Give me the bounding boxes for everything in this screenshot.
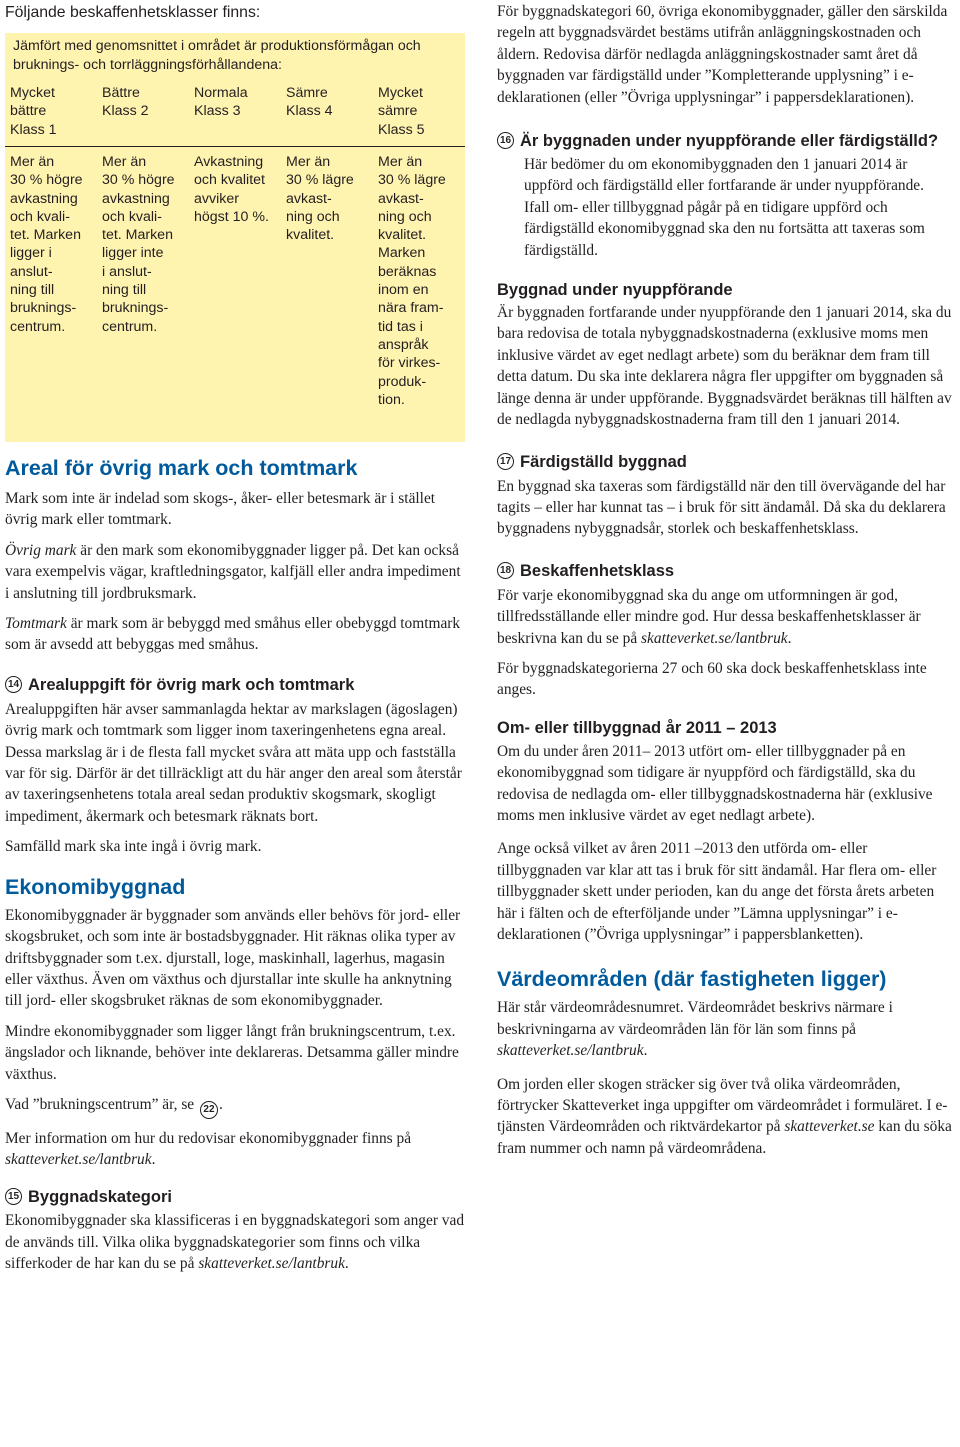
- class-table-body-row: [5, 147, 465, 409]
- class-table-heading: Jämfört med genomsnittet i området är produktionsförmågan och bruknings- och torrläggningsförhållandena:: [13, 38, 421, 73]
- tomtmark-term: Tomtmark: [5, 615, 67, 633]
- areal-heading: Areal för övrig mark och tomtmark: [5, 456, 358, 480]
- section-14-paragraph-1: Arealuppgiften här avser sammanlagda hektar av markslagen (ägoslagen) övrig mark och tomtmark som ligger inom taxeringenhetens egna areal. Dessa markslag är i de flesta fall mycket svåra att mäta upp och fastställa var för sig. Därför är det tillräckligt att du här anger den areal som återstår av taxeringsenhetens totala areal sedan produktiv skogsmark, skogligt impediment, åkermark och betesmark räknats bort.: [5, 700, 462, 825]
- circled-number-15-icon: 15: [5, 1188, 22, 1205]
- ekonomibyggnad-paragraph-3: Vad ”brukningscentrum” är, se 22 .: [5, 1094, 465, 1119]
- areal-paragraph-3: Tomtmark är mark som är bebyggd med småhus eller obebyggd tomtmark som är avsedd att bebyggas med småhus.: [5, 615, 461, 654]
- ekonomibyggnad-paragraph-1: Ekonomibyggnader är byggnader som används eller behövs för jord- eller skogsbruket, och som inte är bostadsbyggnader. Hit räknas olika typer av driftsbyggnader som t.ex. djurstall, loge, maskinhall, lagerhus, magasin eller växthus. Även om växthus och djurstallar inte skulle ha anknytning till jord- eller skogsbruket räknas de som ekonomibyggnader.: [5, 906, 461, 1010]
- section-17-heading: [497, 451, 953, 473]
- class-3-header: Normala Klass 3: [194, 85, 248, 120]
- byggnadskategori-60-intro: För byggnadskategori 60, övriga ekonomibyggnader, gäller den särskilda regeln att byggnadsvärdet bestäms utifrån anläggningskostnaden och åldern. Redovisa därför nedlagda anläggningskostnader samt året då byggnaden var färdigställd under ”Kompletterande upplysning” i e-deklarationen (eller ”Övriga upplysningar” i pappersdeklarationen).: [497, 3, 948, 106]
- class-1-header: Mycket bättre Klass 1: [10, 85, 57, 138]
- class-table-header-row: [5, 84, 465, 147]
- class-5-description: Mer än 30 % lägre avkast- ning och kvalitet. Marken beräknas inom en nära fram- tid tas i anspråk för virkes- produk- tion.: [378, 154, 446, 408]
- classes-intro: Följande beskaffenhetsklasser finns:: [5, 4, 261, 21]
- section-16-heading: [497, 130, 953, 152]
- skatteverket-lantbruk-link[interactable]: skatteverket.se/lantbruk: [198, 1255, 345, 1273]
- vardeomraden-heading: Värdeområden (där fastigheten ligger): [497, 967, 887, 992]
- om-tillbyggnad-paragraph-1: Om du under åren 2011– 2013 utfört om- eller tillbyggnader på en ekonomibyggnad som tidigare är nyuppförd och färdigställd, ska du redovisa de nedlagda om- eller tillbyggnadskostnaderna här (exklusive moms men inklusive värdet av eget nedlagt arbete).: [497, 742, 933, 824]
- nyuppforande-heading: Byggnad under nyuppförande: [497, 281, 733, 300]
- section-15-title: Byggnadskategori: [28, 1188, 172, 1207]
- section-16-paragraph-1: Här bedömer du om ekonomibyggnaden den 1 januari 2014 är uppförd och färdigställd eller fortfarande är under nyuppförande. Ifall om- eller tillbyggnad pågår på en tidigare uppförd och färdigställd ekonomibyggnad ska den nu fortsätta att taxeras som färdigställd.: [524, 156, 925, 259]
- class-4-header: Sämre Klass 4: [286, 85, 333, 120]
- section-18-paragraph-1: För varje ekonomibyggnad ska du ange om utformningen är god, tillfredsställande eller mindre god. Hur dessa beskaffenhetsklasser är beskrivna kan du se på skatteverket.se/lantbruk.: [497, 586, 921, 647]
- section-14-title: Arealuppgift för övrig mark och tomtmark: [28, 675, 355, 694]
- ovrig-mark-term: Övrig mark: [5, 541, 77, 559]
- circled-number-17-icon: 17: [497, 453, 514, 470]
- class-2-description: Mer än 30 % högre avkastning och kvali- tet. Marken ligger inte i anslut- ning till bruknings- centrum.: [102, 154, 175, 335]
- section-18-paragraph-2: För byggnadskategorierna 27 och 60 ska dock beskaffenhetsklass inte anges.: [497, 659, 927, 699]
- ekonomibyggnad-paragraph-4: Mer information om hur du redovisar ekonomibyggnader finns på skatteverket.se/lantbruk.: [5, 1129, 412, 1169]
- left-column: [5, 0, 465, 1275]
- nyuppforande-paragraph-1: Är byggnaden fortfarande under nyuppförande den 1 januari 2014, ska du bara redovisa de totala nybyggnadskostnaderna (exklusive moms men inklusive värdet av eget nedlagt arbete) som du beräknar dem fram till detta datum. Du ska inte deklarera några fler uppgifter om byggnaden så länge denna är under uppförande. Byggnadsvärdet beräknas till hälften av de nedlagda nybyggnadskostnaderna fram till den 1 januari 2014.: [497, 304, 952, 429]
- vardeomraden-paragraph-1: Här står värdeområdesnumret. Värdeområdet beskrivs närmare i beskrivningarna av värdeområden län för län som finns på skatteverket.se/lantbruk.: [497, 999, 893, 1060]
- skatteverket-lantbruk-link[interactable]: skatteverket.se/lantbruk: [5, 1151, 152, 1169]
- circled-number-14-icon: 14: [5, 676, 22, 693]
- areal-paragraph-1: Mark som inte är indelad som skogs-, åker- eller betesmark är i stället övrig mark eller tomtmark.: [5, 490, 436, 529]
- areal-paragraph-2: Övrig mark är den mark som ekonomibyggnader ligger på. Det kan också vara exempelvis vägar, kraftledningsgator, kalfjäll eller andra impediment i anslutning till jordbruksmark.: [5, 541, 461, 602]
- class-3-description: Avkastning och kvalitet avviker högst 10 %.: [194, 154, 269, 225]
- section-14-heading: [5, 674, 465, 696]
- section-18-title: Beskaffenhetsklass: [520, 561, 675, 580]
- skatteverket-lantbruk-link[interactable]: skatteverket.se/lantbruk: [641, 629, 788, 647]
- skatteverket-lantbruk-link[interactable]: skatteverket.se/lantbruk: [497, 1042, 644, 1060]
- skatteverket-link[interactable]: skatteverket.se: [784, 1118, 875, 1136]
- om-tillbyggnad-paragraph-2: Ange också vilket av åren 2011 –2013 den utförda om- eller tillbyggnaden var klar att tas i bruk för sitt ändamål. Har flera om- eller tillbyggnader skett under perioden, kan du ange det första årets arbeten här i fälten och de efterföljande under ”Lämna upplysningar” i e-deklarationen (”Övriga upplysningar” i pappersblanketten).: [497, 840, 937, 943]
- circled-number-18-icon: 18: [497, 562, 514, 579]
- class-table-box: [5, 33, 465, 442]
- section-16-title: Är byggnaden under nyuppförande eller färdigställd?: [520, 132, 939, 151]
- class-4-description: Mer än 30 % lägre avkast- ning och kvalitet.: [286, 154, 354, 244]
- class-5-header: Mycket sämre Klass 5: [378, 85, 425, 138]
- section-17-title: Färdigställd byggnad: [520, 452, 687, 471]
- vardeomraden-paragraph-2: Om jorden eller skogen sträcker sig över två olika värdeområden, förtrycker Skatteverket inga uppgifter om värdeområdet i formuläret. I e-tjänsten Värdeområden och riktvärdekartor på skatteverket.se kan du söka fram nummer och namn på värdeområdena.: [497, 1075, 952, 1157]
- ekonomibyggnad-paragraph-2: Mindre ekonomibyggnader som ligger långt från brukningscentrum, t.ex. ängslador och liknande, behöver inte deklareras. Detsamma gäller mindre växthus.: [5, 1022, 459, 1083]
- section-15-paragraph-1: Ekonomibyggnader ska klassificeras i en byggnadskategori som anger vad de används till. Vilka olika byggnadskategorier som finns och vilka sifferkoder de har kan du se på skatteverket.se/lantbruk.: [5, 1212, 465, 1273]
- section-14-paragraph-2: Samfälld mark ska inte ingå i övrig mark.: [5, 838, 262, 856]
- ekonomibyggnad-heading: Ekonomibyggnad: [5, 874, 186, 899]
- class-1-description: Mer än 30 % högre avkastning och kvali- tet. Marken ligger i anslut- ning till bruknings- centrum.: [10, 154, 83, 335]
- section-17-paragraph-1: En byggnad ska taxeras som färdigställd när den till övervägande del har tagits – eller har kunnat tas – i bruk för sitt ändamål. Då ska du deklarera byggnadens nybyggnadsår, storlek och beskaffenhetsklass.: [497, 477, 946, 538]
- circled-number-22-icon: 22: [200, 1101, 218, 1119]
- circled-number-16-icon: 16: [497, 132, 514, 149]
- class-2-header: Bättre Klass 2: [102, 85, 149, 120]
- right-column: [497, 0, 953, 1159]
- section-15-heading: [5, 1186, 465, 1208]
- section-18-heading: [497, 560, 953, 582]
- om-tillbyggnad-heading: Om- eller tillbyggnad år 2011 – 2013: [497, 718, 777, 737]
